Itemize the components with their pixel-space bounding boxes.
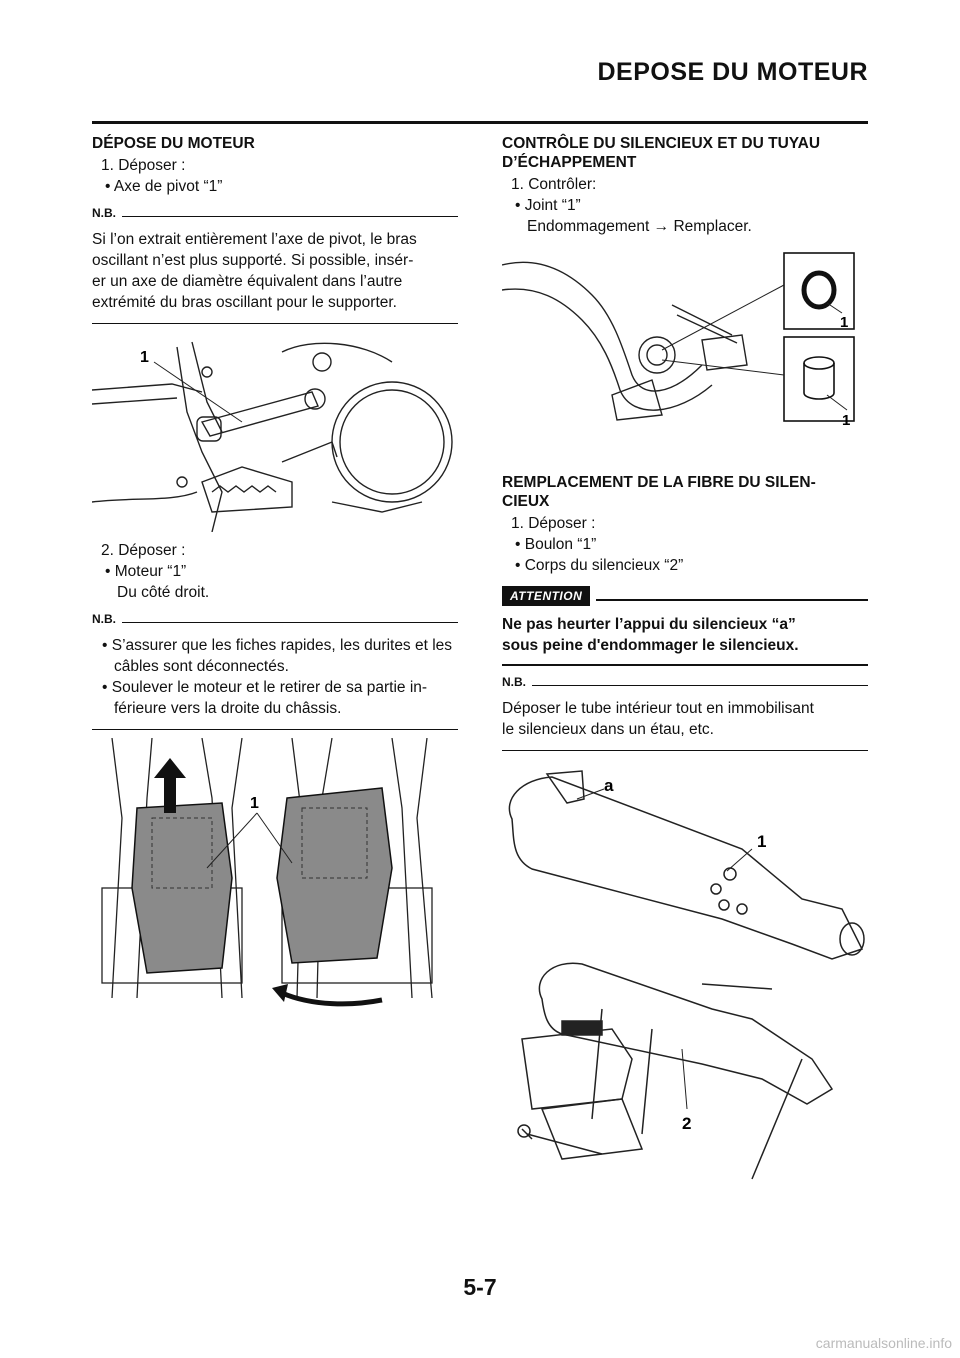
- attention-line: sous peine d'endommager le silencieux.: [502, 637, 799, 654]
- watermark: carmanualsonline.info: [815, 1335, 952, 1351]
- bullet-pivot-axle: • Axe de pivot “1”: [105, 178, 223, 195]
- note-line: Si l’on extrait entièrement l’axe de pivot, le bras: [92, 231, 417, 248]
- figure-engine-removal: [92, 738, 458, 1028]
- note-label: N.B.: [502, 675, 526, 689]
- note-line: Déposer le tube intérieur tout en immobilisant: [502, 700, 814, 717]
- step-1: 1. Déposer :: [511, 515, 596, 532]
- bullet-gasket: • Joint “1”: [515, 197, 581, 214]
- figure-callout: a: [604, 776, 614, 795]
- title-line: CIEUX: [502, 493, 550, 510]
- figure-callout: 1: [842, 412, 851, 429]
- right-column: [502, 134, 868, 1207]
- left-column: [92, 134, 458, 1036]
- page-title: DEPOSE DU MOTEUR: [597, 58, 868, 86]
- note-bullet: • Soulever le moteur et le retirer de sa partie in-férieure vers la droite du châssis.: [102, 679, 428, 717]
- sub-right-side: Du côté droit.: [117, 584, 210, 601]
- figure-muffler-vise: [502, 759, 868, 1199]
- attention-block: [502, 586, 868, 666]
- attention-label: ATTENTION: [502, 586, 590, 606]
- sub-damage-replace: Endommagement → Remplacer.: [527, 218, 752, 235]
- figure-callout: 1: [140, 349, 149, 366]
- note-line: le silencieux dans un étau, etc.: [502, 721, 714, 738]
- page-number: 5-7: [463, 1274, 497, 1300]
- note-block-1: [92, 205, 458, 324]
- section-title-engine-removal: DÉPOSE DU MOTEUR: [92, 135, 255, 152]
- note-line: oscillant n’est plus supporté. Si possible, insér-: [92, 252, 414, 269]
- figure-callout: 1: [250, 795, 259, 812]
- header-rule: [92, 121, 868, 124]
- attention-line: Ne pas heurter l’appui du silencieux “a”: [502, 616, 796, 633]
- title-line: CONTRÔLE DU SILENCIEUX ET DU TUYAU: [502, 135, 821, 152]
- step-1: 1. Déposer :: [101, 157, 186, 174]
- note-line: extrémité du bras oscillant pour le supporter.: [92, 294, 397, 311]
- note-block-2: [92, 611, 458, 730]
- step-1: 1. Contrôler:: [511, 176, 597, 193]
- note-bullet: • S’assurer que les fiches rapides, les durites et les câbles sont déconnectés.: [102, 637, 453, 675]
- note-label: N.B.: [92, 206, 116, 220]
- figure-callout: 1: [757, 832, 767, 851]
- bullet-bolt: • Boulon “1”: [515, 536, 597, 553]
- bullet-engine: • Moteur “1”: [105, 563, 187, 580]
- title-line: D’ÉCHAPPEMENT: [502, 154, 637, 171]
- bullet-muffler-body: • Corps du silencieux “2”: [515, 557, 684, 574]
- note-block-3: [502, 674, 868, 751]
- title-line: REMPLACEMENT DE LA FIBRE DU SILEN-: [502, 474, 816, 491]
- figure-exhaust-gasket: [502, 245, 868, 435]
- figure-callout: 1: [840, 314, 849, 331]
- section-title-muffler-fiber: [502, 473, 868, 511]
- note-line: er un axe de diamètre équivalent dans l’autre: [92, 273, 403, 290]
- step-2: 2. Déposer :: [101, 542, 186, 559]
- figure-pivot-axle: [92, 332, 458, 532]
- figure-callout: 2: [682, 1114, 692, 1133]
- section-title-muffler-check: [502, 134, 868, 172]
- note-label: N.B.: [92, 612, 116, 626]
